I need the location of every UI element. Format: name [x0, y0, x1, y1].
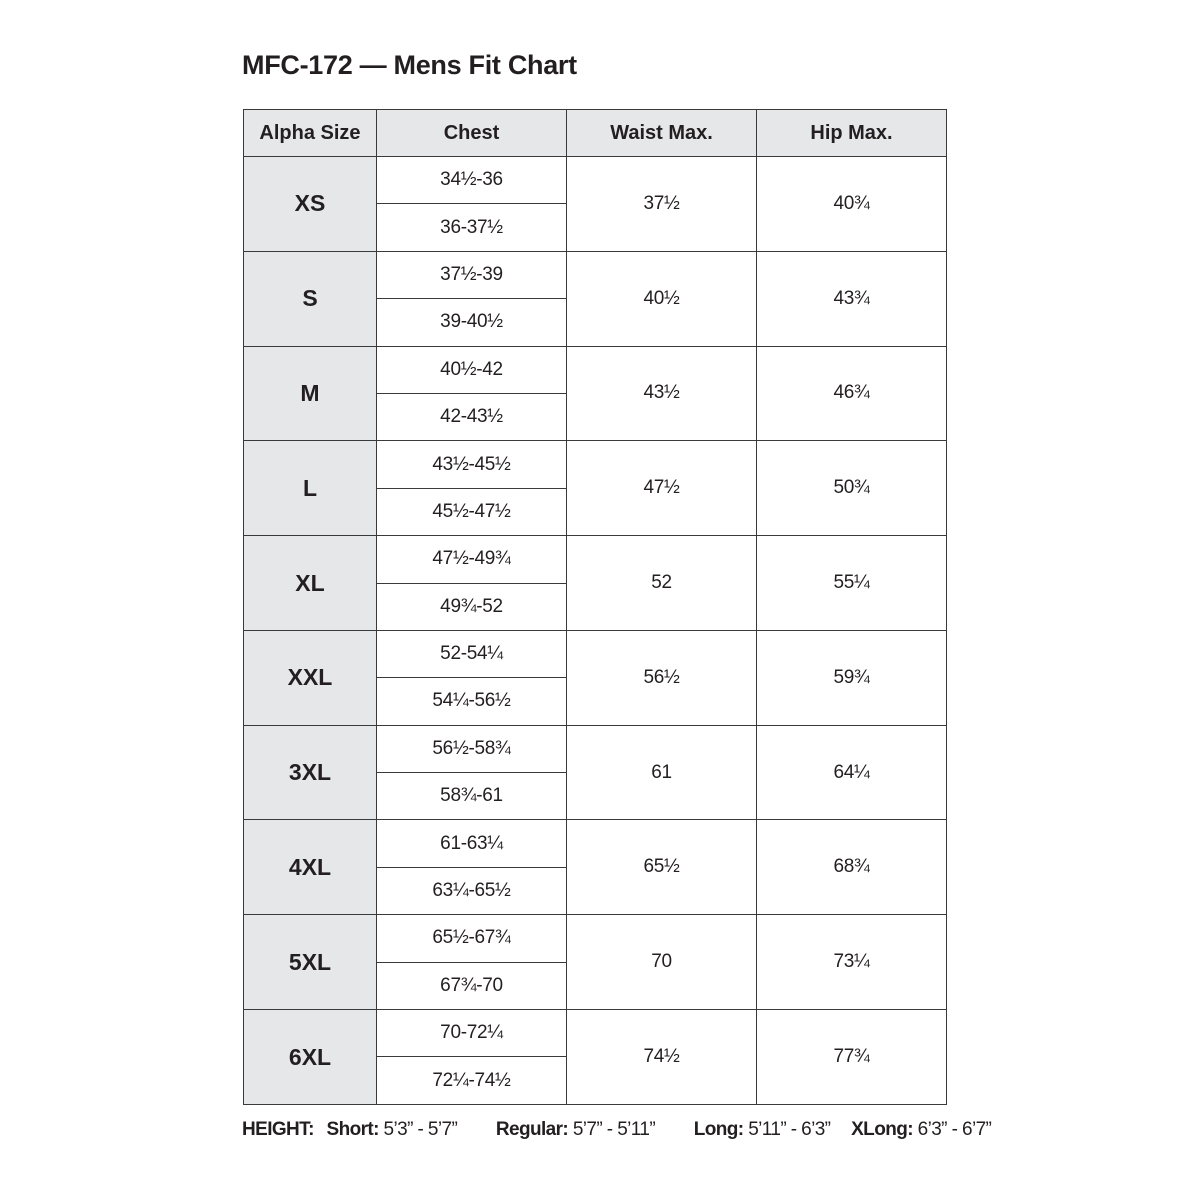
alpha-size-cell: XL	[244, 536, 377, 631]
hip-max-cell: 46¾	[757, 346, 947, 441]
header-chest: Chest	[377, 110, 567, 157]
height-regular-value: 5’7” - 5’11”	[572, 1119, 656, 1140]
fit-chart-body	[244, 157, 947, 1105]
waist-max-cell: 61	[567, 725, 757, 820]
hip-max-cell: 50¾	[757, 441, 947, 536]
chest-range-cell: 47½-49¾	[377, 536, 567, 583]
alpha-size-cell: L	[244, 441, 377, 536]
waist-max-cell: 52	[567, 536, 757, 631]
size-row-l	[244, 441, 947, 488]
chest-range-cell: 65½-67¾	[377, 915, 567, 962]
size-row-6xl	[244, 1010, 947, 1057]
size-row-xs	[244, 157, 947, 204]
alpha-size-cell: 4XL	[244, 820, 377, 915]
chest-range-cell: 49¾-52	[377, 583, 567, 630]
waist-max-cell: 74½	[567, 1010, 757, 1105]
height-short-label: Short:	[326, 1119, 379, 1140]
height-label: HEIGHT:	[242, 1119, 314, 1140]
page-title: MFC-172 — Mens Fit Chart	[242, 50, 577, 80]
chest-range-cell: 39-40½	[377, 299, 567, 346]
height-xlong-label: XLong:	[851, 1119, 913, 1140]
size-row-3xl	[244, 725, 947, 772]
chest-range-cell: 67¾-70	[377, 962, 567, 1009]
hip-max-cell: 55¼	[757, 536, 947, 631]
chest-range-cell: 72¼-74½	[377, 1057, 567, 1105]
chest-range-cell: 37½-39	[377, 251, 567, 298]
header-row	[244, 110, 947, 157]
chest-range-cell: 42-43½	[377, 393, 567, 440]
chest-range-cell: 70-72¼	[377, 1010, 567, 1057]
alpha-size-cell: 6XL	[244, 1010, 377, 1105]
alpha-size-cell: 3XL	[244, 725, 377, 820]
size-row-m	[244, 346, 947, 393]
size-row-4xl	[244, 820, 947, 867]
waist-max-cell: 43½	[567, 346, 757, 441]
waist-max-cell: 56½	[567, 630, 757, 725]
height-short-value: 5’3” - 5’7”	[383, 1119, 458, 1140]
header-hip-max: Hip Max.	[757, 110, 947, 157]
hip-max-cell: 40¾	[757, 157, 947, 252]
height-regular-label: Regular:	[495, 1119, 569, 1140]
size-row-5xl	[244, 915, 947, 962]
fit-chart-table	[243, 109, 947, 1105]
height-legend	[242, 1119, 991, 1141]
alpha-size-cell: XXL	[244, 630, 377, 725]
waist-max-cell: 47½	[567, 441, 757, 536]
chest-range-cell: 45½-47½	[377, 488, 567, 535]
hip-max-cell: 59¾	[757, 630, 947, 725]
chest-range-cell: 34½-36	[377, 157, 567, 204]
hip-max-cell: 73¼	[757, 915, 947, 1010]
size-row-xl	[244, 536, 947, 583]
hip-max-cell: 68¾	[757, 820, 947, 915]
alpha-size-cell: S	[244, 251, 377, 346]
height-long-label: Long:	[693, 1119, 744, 1140]
chest-range-cell: 58¾-61	[377, 773, 567, 820]
waist-max-cell: 70	[567, 915, 757, 1010]
waist-max-cell: 37½	[567, 157, 757, 252]
hip-max-cell: 77¾	[757, 1010, 947, 1105]
chest-range-cell: 36-37½	[377, 204, 567, 251]
chest-range-cell: 43½-45½	[377, 441, 567, 488]
height-xlong-value: 6’3” - 6’7”	[917, 1119, 992, 1140]
alpha-size-cell: 5XL	[244, 915, 377, 1010]
chest-range-cell: 56½-58¾	[377, 725, 567, 772]
alpha-size-cell: M	[244, 346, 377, 441]
hip-max-cell: 64¼	[757, 725, 947, 820]
waist-max-cell: 40½	[567, 251, 757, 346]
alpha-size-cell: XS	[244, 157, 377, 252]
chest-range-cell: 61-63¼	[377, 820, 567, 867]
waist-max-cell: 65½	[567, 820, 757, 915]
header-waist-max: Waist Max.	[567, 110, 757, 157]
height-long-value: 5’11” - 6’3”	[748, 1119, 831, 1140]
chest-range-cell: 52-54¼	[377, 630, 567, 677]
hip-max-cell: 43¾	[757, 251, 947, 346]
size-row-xxl	[244, 630, 947, 677]
chest-range-cell: 40½-42	[377, 346, 567, 393]
header-alpha-size: Alpha Size	[244, 110, 377, 157]
chest-range-cell: 63¼-65½	[377, 867, 567, 914]
size-row-s	[244, 251, 947, 298]
chest-range-cell: 54¼-56½	[377, 678, 567, 725]
